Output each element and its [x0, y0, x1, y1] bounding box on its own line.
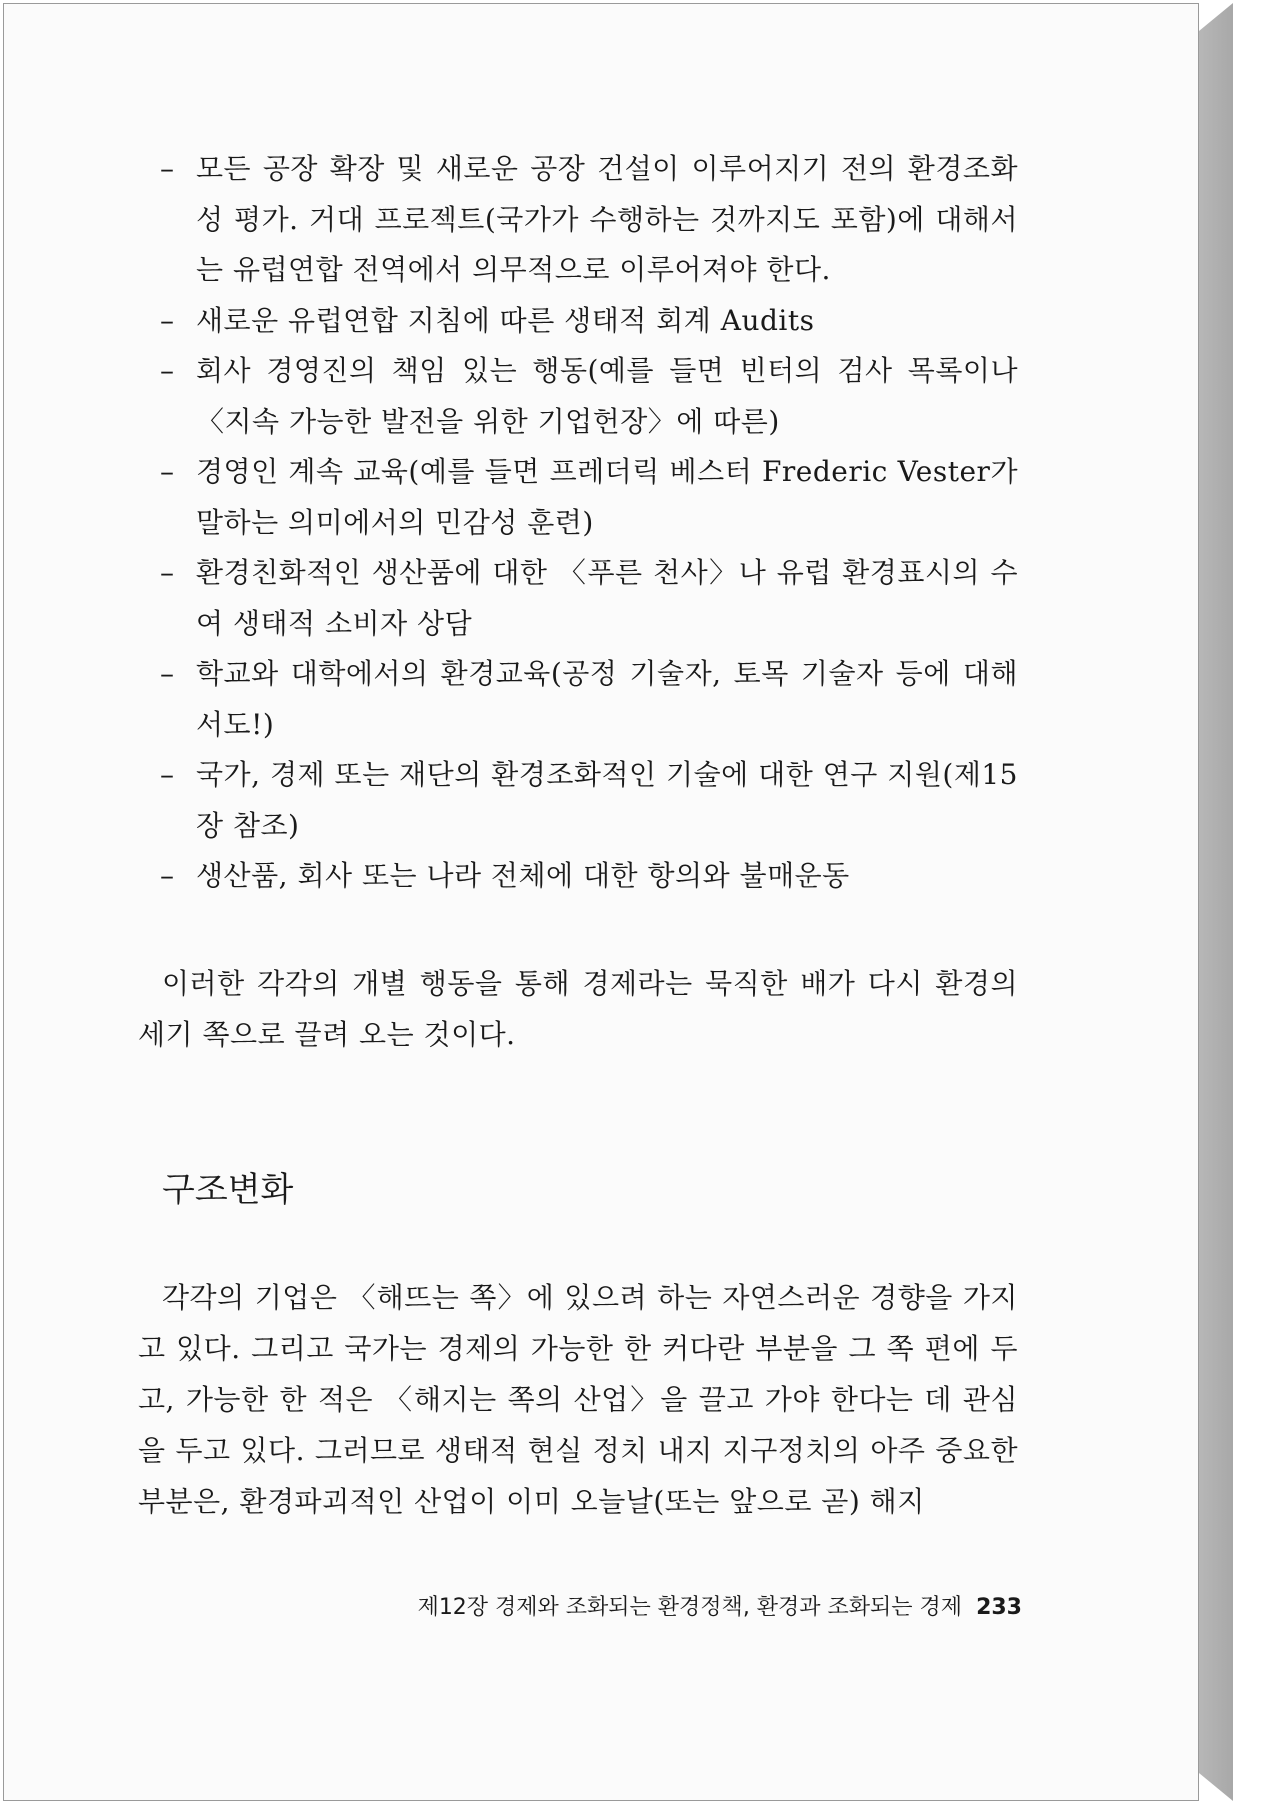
bullet-text: 학교와 대학에서의 환경교육(공정 기술자, 토목 기술자 등에 대해서도!) [196, 657, 1018, 741]
bullet-marker: – [160, 455, 175, 488]
bullet-item [138, 346, 1018, 447]
bullet-text: 생산품, 회사 또는 나라 전체에 대한 항의와 불매운동 [196, 859, 850, 892]
bullet-marker: – [160, 152, 175, 185]
page-number: 233 [976, 1595, 1022, 1620]
bullet-list [138, 144, 1018, 902]
bullet-item [138, 649, 1018, 750]
bullet-text: 국가, 경제 또는 재단의 환경조화적인 기술에 대한 연구 지원(제15장 참조) [196, 758, 1018, 842]
bullet-marker: – [160, 657, 175, 690]
bullet-marker: – [160, 859, 175, 892]
bullet-text: 새로운 유럽연합 지침에 따른 생태적 회계 Audits [196, 303, 815, 337]
bullet-item [138, 851, 1018, 902]
page-content [138, 144, 1018, 1527]
bullet-text: 모든 공장 확장 및 새로운 공장 건설이 이루어지기 전의 환경조화성 평가. 거대 프로젝트(국가가 수행하는 것까지도 포함)에 대해서는 유럽연합 전역에서 의무적으로 이루어져야 한다. [196, 152, 1018, 286]
bullet-text: 경영인 계속 교육(예를 들면 프레더릭 베스터 Frederic Vester가 말하는 의미에서의 민감성 훈련) [196, 455, 1018, 539]
book-edge [1199, 3, 1233, 1801]
running-title: 제12장 경제와 조화되는 환경정책, 환경과 조화되는 경제 [417, 1595, 963, 1620]
bullet-item [138, 548, 1018, 649]
bullet-item [138, 447, 1018, 548]
bullet-text: 회사 경영진의 책임 있는 행동(예를 들면 빈터의 검사 목록이나 〈지속 가능한 발전을 위한 기업헌장〉에 따른) [196, 354, 1018, 438]
book-edge-bottom-corner [1199, 1773, 1233, 1801]
bullet-marker: – [160, 354, 175, 387]
bullet-text: 환경친화적인 생산품에 대한 〈푸른 천사〉나 유럽 환경표시의 수여 생태적 소비자 상담 [196, 556, 1018, 640]
page-footer [392, 1590, 1022, 1621]
body-paragraph: 이러한 각각의 개별 행동을 통해 경제라는 묵직한 배가 다시 환경의 세기 쪽으로 끌려 오는 것이다. [138, 966, 1018, 1051]
book-page [3, 3, 1199, 1801]
bullet-item [138, 750, 1018, 851]
bullet-marker: – [160, 758, 175, 791]
book-edge-top-corner [1199, 3, 1233, 31]
bullet-item [138, 144, 1018, 296]
body-paragraph: 각각의 기업은 〈해뜨는 쪽〉에 있으려 하는 자연스러운 경향을 가지고 있다. 그리고 국가는 경제의 가능한 한 커다란 부분을 그 쪽 편에 두고, 가능한 한 적은 〈해지는 쪽의 산업〉을 끌고 가야 한다는 데 관심을 두고 있다. 그러므로 생태적 현실 정치 내지 지구정치의 아주 중요한 부분은, 환경파괴적인 산업이 이미 오늘날(또는 앞으로 곧) 해지 [138, 1280, 1018, 1518]
section-heading: 구조변화 [162, 1169, 294, 1210]
bullet-marker: – [160, 556, 175, 589]
bullet-item [138, 296, 1018, 347]
bullet-marker: – [160, 303, 175, 337]
